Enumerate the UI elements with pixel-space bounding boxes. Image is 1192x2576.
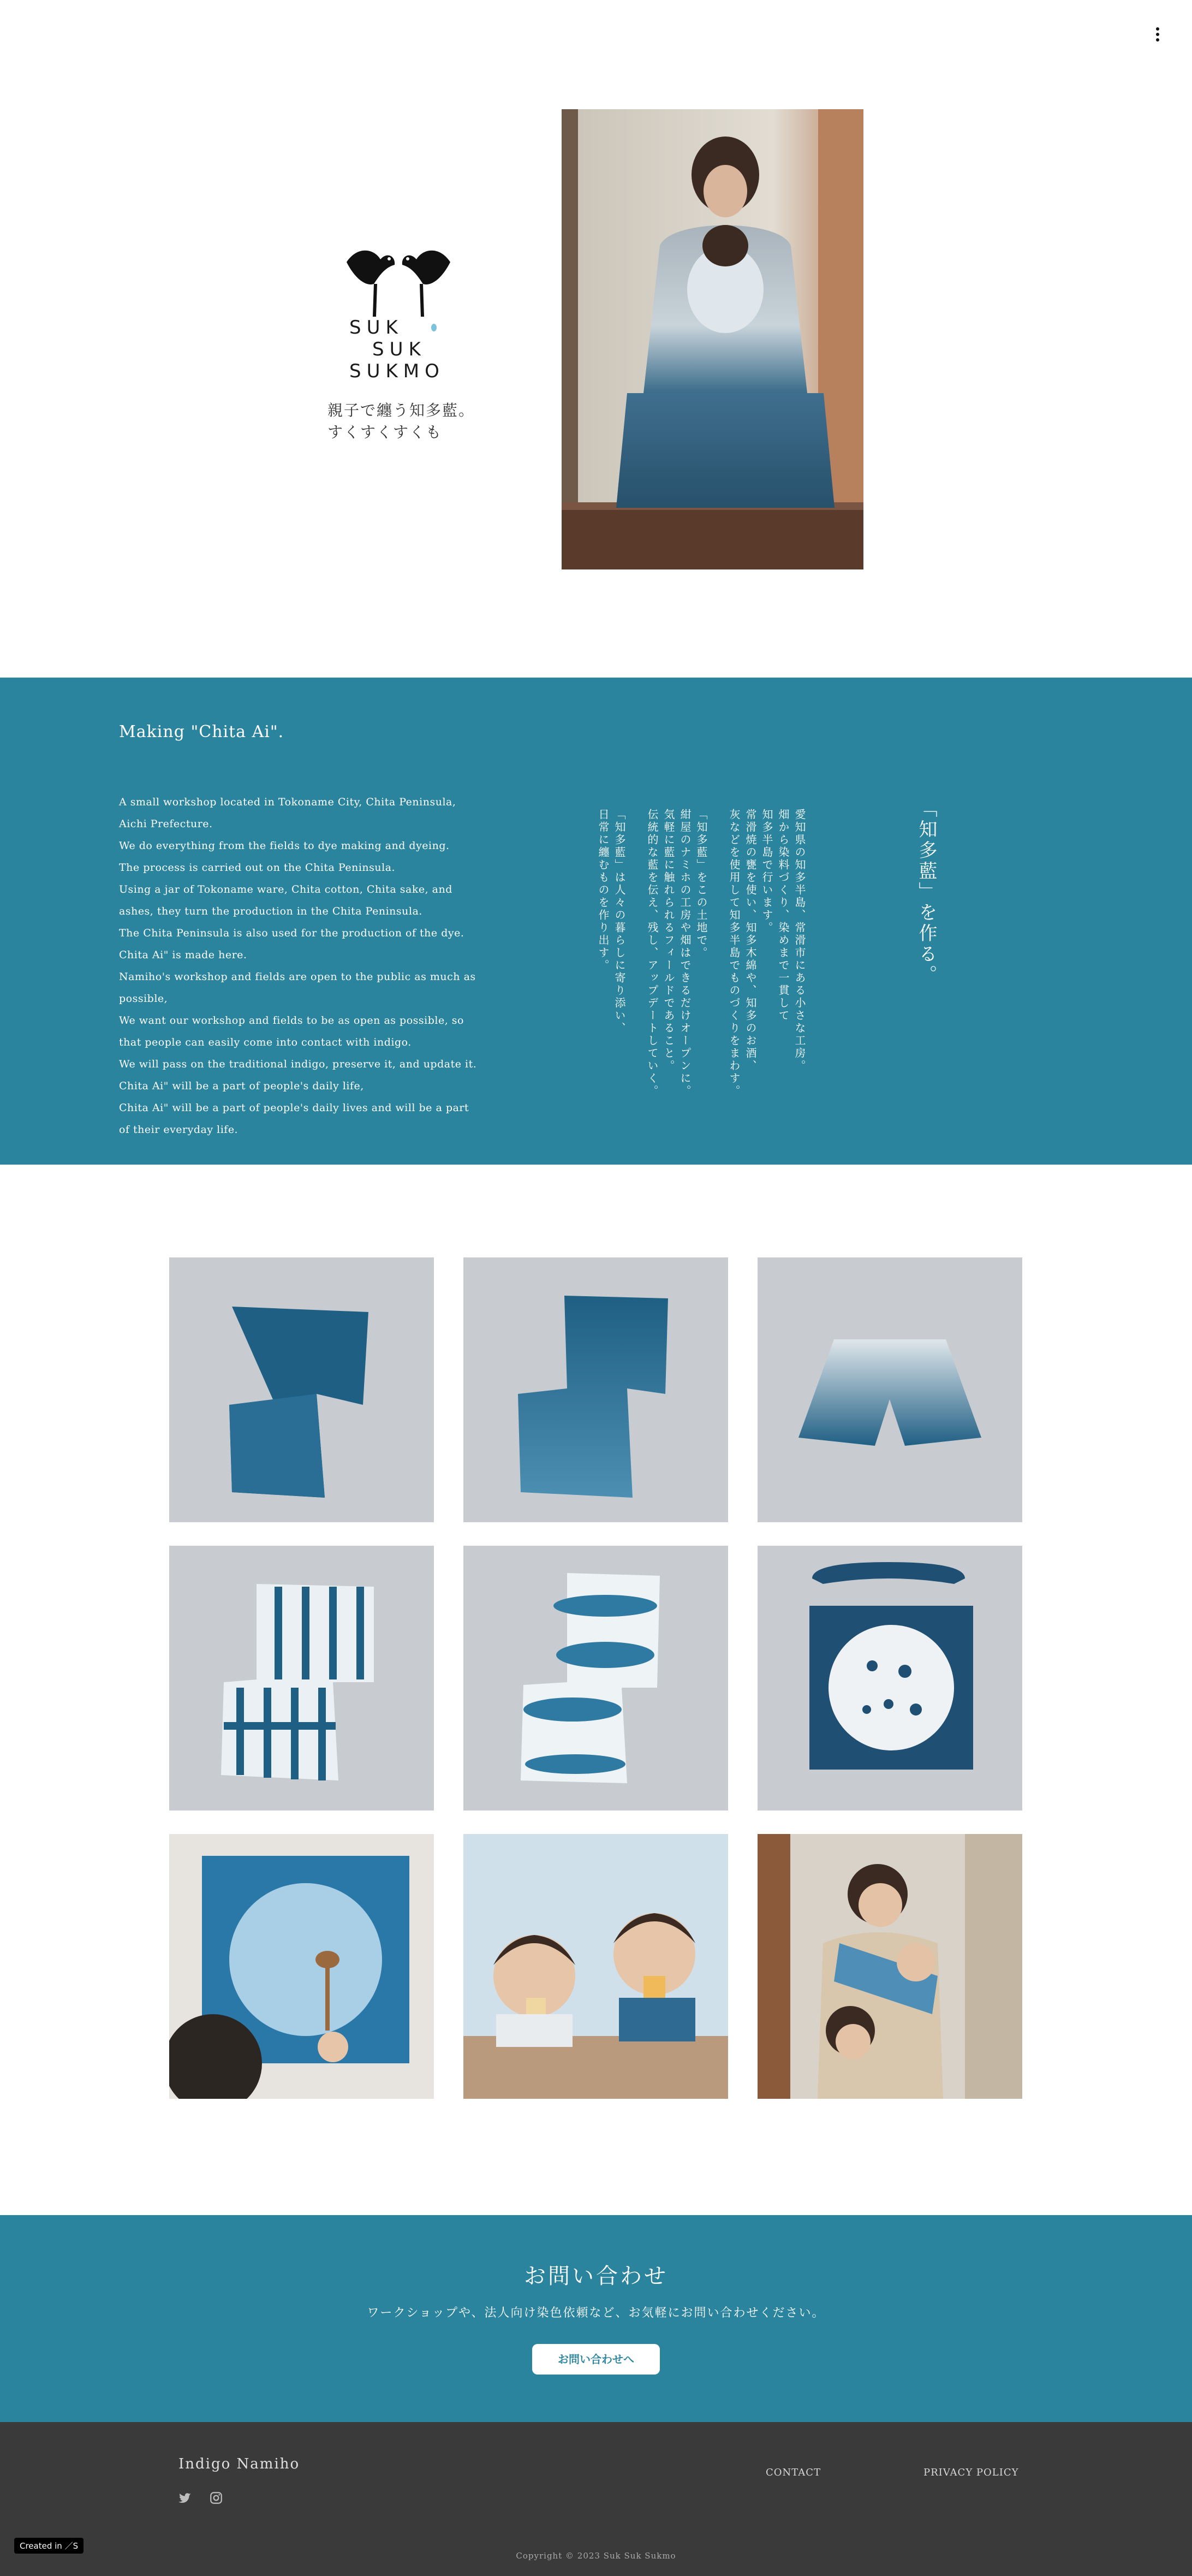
- gallery-item-shibori-towel-stripes[interactable]: [169, 1546, 434, 1811]
- making-paragraph: The Chita Peninsula is also used for the production of the dye.: [119, 927, 464, 939]
- created-in-badge[interactable]: Created in ／S: [14, 2538, 84, 2554]
- footer-link-privacy-policy[interactable]: PRIVACY POLICY: [923, 2467, 1019, 2478]
- jp-column: 畑から染料づくり、染めまで一貫して: [777, 809, 790, 1022]
- contact-text: ワークショップや、法人向け染色依頼など、お気軽にお問い合わせください。: [367, 2306, 825, 2320]
- making-title: Making "Chita Ai".: [119, 722, 284, 741]
- jp-column: 愛知県の知多半島、常滑市にある小さな工房。: [793, 809, 806, 1072]
- logo-line: SUK: [349, 317, 403, 339]
- jp-column: 「知多藍」をこの土地で。: [695, 809, 708, 959]
- making-paragraph: We will pass on the traditional indigo, preserve it, and update it.: [119, 1058, 477, 1070]
- jp-column: 知多半島で行います。: [760, 809, 773, 934]
- gallery-item-indigo-towel-gradient[interactable]: [463, 1257, 728, 1522]
- contact-title: お問い合わせ: [524, 2264, 668, 2289]
- jp-spacer: [628, 809, 644, 1114]
- copyright: Copyright © 2023 Suk Suk Sukmo: [516, 2551, 676, 2561]
- gallery-item-toddlers-drinking-juice[interactable]: [463, 1834, 728, 2099]
- making-paragraph: Namiho's workshop and fields are open to the public as much as possible,: [119, 971, 476, 1005]
- jp-column: 灰などを使用して知多半島でものづくりをまわす。: [728, 809, 741, 1097]
- contact-button[interactable]: お問い合わせへ: [532, 2344, 660, 2375]
- logo-wordmark: [349, 317, 445, 382]
- mother-holding-baby-photo: [562, 109, 863, 569]
- jp-column: 紺屋のナミホの工房や畑はできるだけオープンに。: [678, 809, 692, 1097]
- making-paragraph: We do everything from the fields to dye making and dyeing.: [119, 840, 450, 852]
- logo-line: SUK: [372, 339, 426, 360]
- jp-column: 「知多藍」は人々の暮らしに寄り添い、: [613, 809, 626, 1035]
- jp-column: 伝統的な藍を伝え、残し、アップデートしていく。: [646, 809, 659, 1097]
- footer-link-contact[interactable]: CONTACT: [766, 2467, 821, 2478]
- twitter-icon[interactable]: [178, 2491, 192, 2505]
- jp-column: 常滑焼の甕を使い、知多木綿や、知多のお酒、: [744, 809, 757, 1072]
- gallery-item-shibori-towel-clouds[interactable]: [463, 1546, 728, 1811]
- jp-column: 日常に纏むものを作り出す。: [597, 809, 610, 972]
- making-paragraph: A small workshop located in Tokoname City, Chita Peninsula, Aichi Prefecture.: [119, 796, 456, 830]
- gallery-item-indigo-shorts[interactable]: [758, 1257, 1022, 1522]
- footer: [0, 2422, 1192, 2576]
- jp-column: 気軽に藍に触れられるフィールドであること。: [662, 809, 675, 1072]
- making-paragraph: Chita Ai" will be a part of people's daily lives and will be a part of their everyday life.: [119, 1102, 469, 1136]
- contact-section: [0, 2215, 1192, 2422]
- making-paragraph: Using a jar of Tokoname ware, Chita cotton, Chita sake, and ashes, they turn the production in the Chita Peninsula.: [119, 883, 452, 917]
- making-paragraph: Chita Ai" is made here.: [119, 949, 247, 961]
- making-body-en: [119, 791, 479, 1141]
- logo-line: SUKMO: [349, 360, 445, 382]
- jp-spacer: [710, 809, 726, 1114]
- gallery-item-mother-with-baby-sling[interactable]: [758, 1834, 1022, 2099]
- footer-brand: Indigo Namiho: [178, 2456, 300, 2472]
- making-paragraph: Chita Ai" will be a part of people's daily life,: [119, 1080, 364, 1092]
- gallery-item-indigo-bag-white-circle[interactable]: [758, 1546, 1022, 1811]
- tagline-line: 親子で纏う知多藍。: [327, 401, 475, 419]
- making-jp-body: [595, 809, 808, 1114]
- making-paragraph: The process is carried out on the Chita Peninsula.: [119, 862, 396, 874]
- making-paragraph: We want our workshop and fields to be as open as possible, so that people can easily come into contact with indigo.: [119, 1014, 464, 1048]
- gallery-item-indigo-towel-folded[interactable]: [169, 1257, 434, 1522]
- instagram-icon[interactable]: [209, 2491, 223, 2505]
- making-section: [0, 678, 1192, 1165]
- making-jp-title: 「知多藍」を作る。: [915, 799, 937, 986]
- more-vertical-icon[interactable]: [1149, 26, 1166, 43]
- hero-tagline: [327, 400, 475, 443]
- gallery-item-child-with-placemat[interactable]: [169, 1834, 434, 2099]
- tagline-line: すくすくすくも: [327, 423, 443, 441]
